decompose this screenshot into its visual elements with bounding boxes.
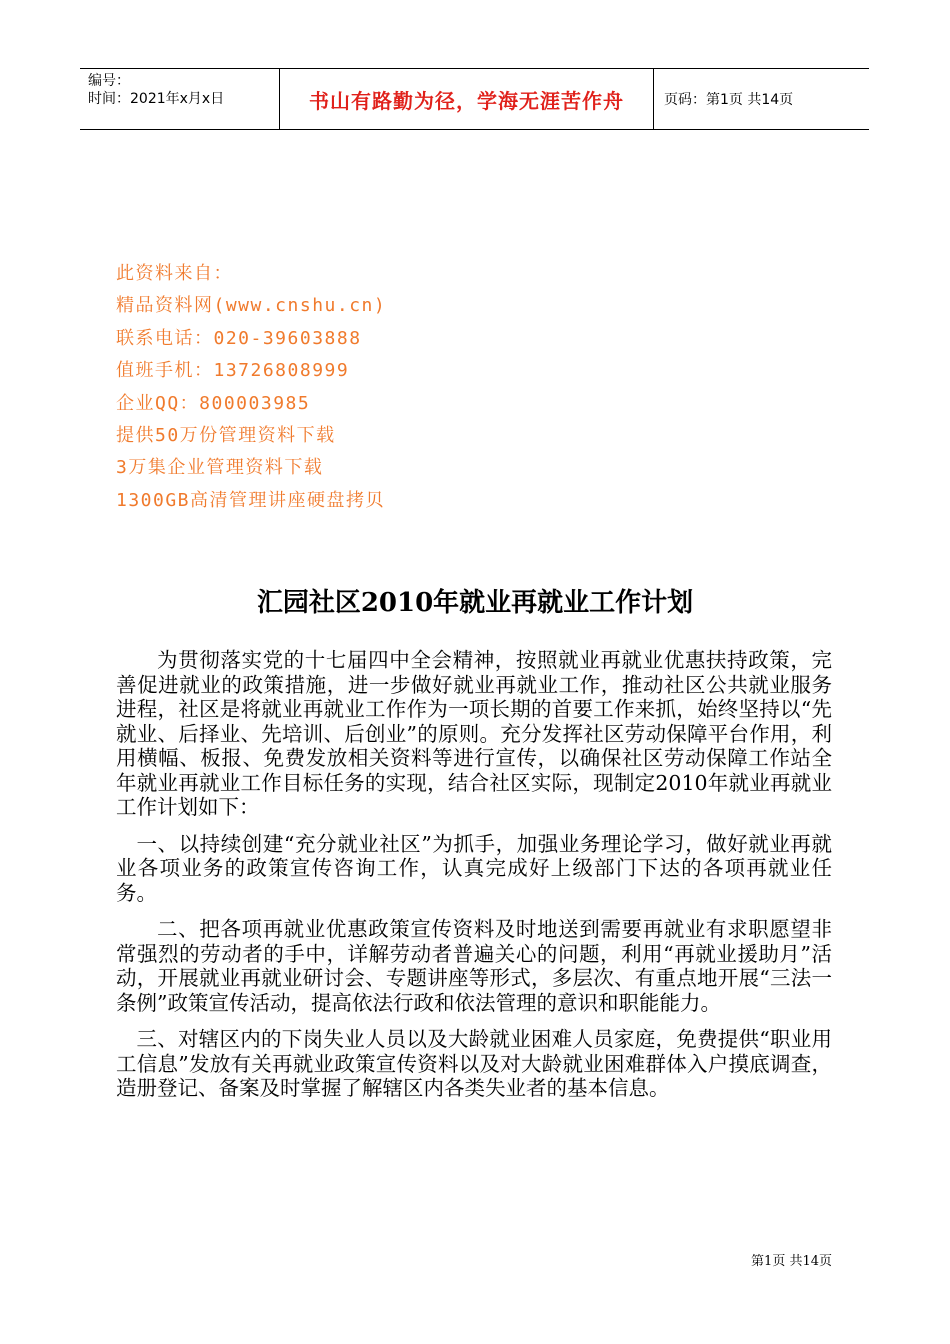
source-line: 精品资料网(www.cnshu.cn) (116, 295, 387, 317)
source-line: 值班手机：13726808999 (116, 360, 350, 382)
source-info-block (116, 258, 386, 517)
source-line: 联系电话：020-39603888 (116, 327, 362, 349)
paragraph-item-3: 三、对辖区内的下岗失业人员以及大龄就业困难人员家庭，免费提供“职业用工信息”发放有关再就业政策宣传资料以及对大龄就业困难群体入户摸底调查，造册登记、备案及时掌握了解辖区内各类失业者的基本信息。 (116, 1027, 832, 1100)
source-line: 提供50万份管理资料下载 (116, 425, 336, 447)
time-label: 时间：2021年x月x日 (88, 91, 225, 107)
document-title: 汇园社区2010年就业再就业工作计划 (256, 588, 694, 618)
header-page-label: 页码：第1页 共14页 (664, 92, 794, 108)
paragraph-item-2: 二、把各项再就业优惠政策宣传资料及时地送到需要再就业有求职愿望非常强烈的劳动者的手中，详解劳动者普遍关心的问题，利用“再就业援助月”活动，开展就业再就业研讨会、专题讲座等形式，多层次、有重点地开展“三法一条例”政策宣传活动，提高依法行政和依法管理的意识和职能能力。 (116, 917, 832, 1015)
header-meta (80, 69, 280, 129)
page-footer: 第1页 共14页 (751, 1254, 832, 1269)
paragraph-intro: 为贯彻落实党的十七届四中全会精神，按照就业再就业优惠扶持政策，完善促进就业的政策措施，进一步做好就业再就业工作，推动社区公共就业服务进程，社区是将就业再就业工作作为一项长期的首要工作来抓，始终坚持以“先就业、后择业、先培训、后创业”的原则。充分发挥社区劳动保障平台作用，利用横幅、板报、免费发放相关资料等进行宣传，以确保社区劳动保障工作站全年就业再就业工作目标任务的实现，结合社区实际，现制定2010年就业再就业工作计划如下： (116, 648, 832, 819)
header-motto: 书山有路勤为径，学海无涯苦作舟 (280, 69, 654, 129)
paragraph-item-1: 一、以持续创建“充分就业社区”为抓手，加强业务理论学习，做好就业再就业各项业务的政策宣传咨询工作，认真完成好上级部门下达的各项再就业任务。 (116, 831, 832, 905)
source-line: 3万集企业管理资料下载 (116, 457, 324, 479)
source-line: 1300GB高清管理讲座硬盘拷贝 (116, 489, 386, 511)
number-label: 编号： (88, 73, 130, 89)
document-body (116, 648, 832, 1113)
source-line: 此资料来自： (116, 263, 233, 284)
source-line: 企业QQ：800003985 (116, 392, 311, 414)
header-table (80, 68, 869, 130)
